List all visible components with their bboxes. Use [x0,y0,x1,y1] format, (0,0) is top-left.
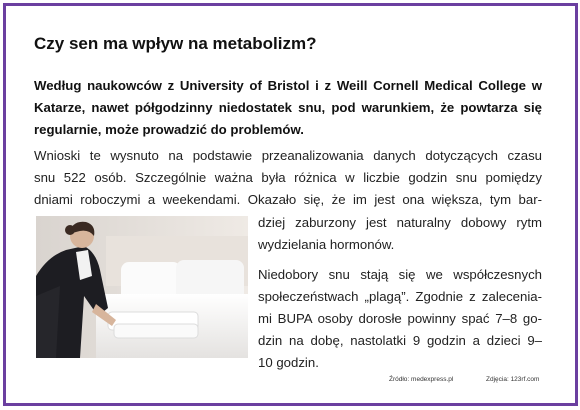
body-line: Niedobory snu stają się we współczesnych [258,267,542,282]
body-line: wydzielania hormonów. [258,237,395,252]
photo-credit: Zdjęcia: 123rf.com [486,376,540,383]
body-line: dniami roboczymi a weekendami. Okazało się, że im jest ona większa, tym bar- [34,192,542,207]
source-credit: Źródło: medexpress.pl [389,376,454,383]
body-line: mi BUPA osoby dorosłe powinny spać 7–8 go- [258,311,542,326]
body-line: dziej zaburzony jest naturalny dobowy rytm [258,215,542,230]
body-line: Wnioski te wysnuto na podstawie przeanalizowania danych dotyczących czasu [34,148,542,163]
body-line: snu 522 osób. Szczególnie ważna była różnica w liczbie godzin snu pomiędzy [34,170,542,185]
body-line: społeczeństwach „plagą”. Zgodnie z zalecenia- [258,289,542,304]
housekeeper-photo [36,216,248,358]
right-column-text [258,212,542,374]
page-title: Czy sen ma wpływ na metabolizm? [34,34,317,53]
body-paragraph-1 [34,145,542,211]
body-line: 10 godzin. [258,355,319,370]
paragraph-gap [258,256,542,264]
body-line: dzin na dobę, nastolatki 9 godzin a dzieci 9– [258,333,542,348]
lead-paragraph: Według naukowców z University of Bristol i z Weill Cornell Medical College w Katarze, nawet półgodzinny niedostatek snu, pod warunkiem, że powtarza się regularnie, może prowadzić do problemów. [34,78,542,137]
